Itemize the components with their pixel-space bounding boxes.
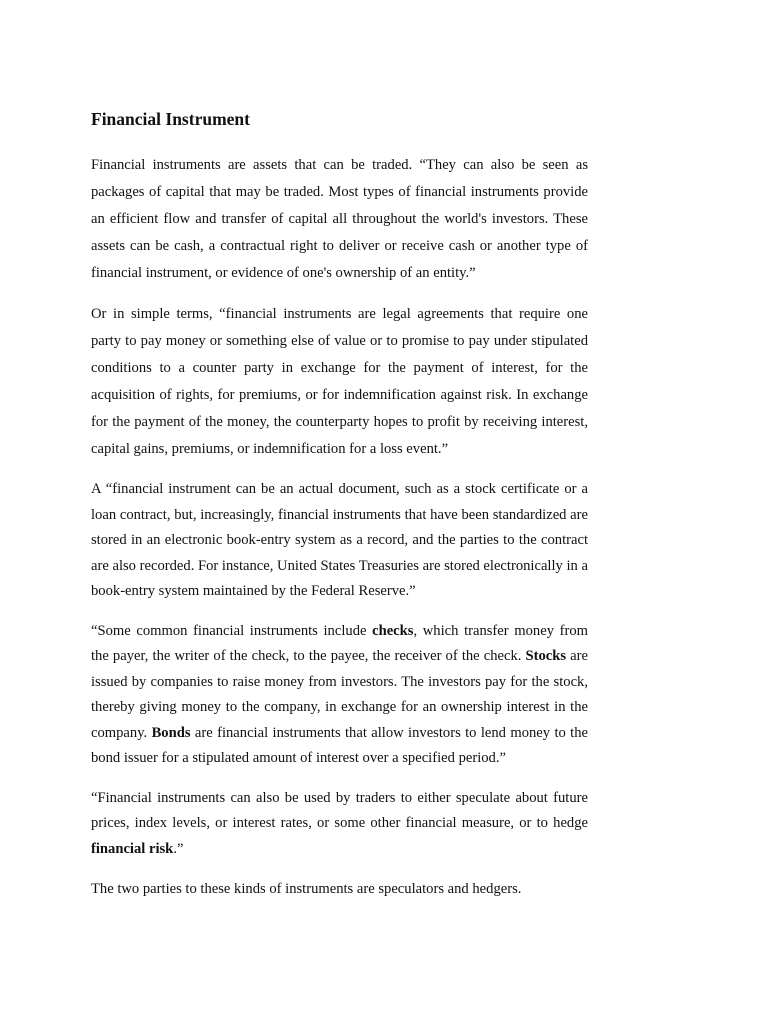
term-stocks: Stocks bbox=[525, 648, 567, 664]
term-bonds: Bonds bbox=[151, 724, 191, 741]
paragraph-parties: The two parties to these kinds of instruments are speculators and hedgers. bbox=[91, 881, 522, 897]
term-financial-risk: financial risk bbox=[91, 840, 174, 857]
text-run: , which transfer money from the payer, the writer of the check, to the payee, the receiver of the check. bbox=[91, 622, 589, 664]
paragraph-speculation bbox=[91, 786, 588, 863]
text-run: “Financial instruments can also be used by traders to either speculate about future prices, index levels, or interest rates, or some other financial measure, or to hedge bbox=[91, 789, 588, 831]
term-checks: checks bbox=[372, 622, 414, 639]
paragraph-actual-document: A “financial instrument can be an actual document, such as a stock certificate or a loan contract, but, increasingly, financial instruments that have been standardized are stored in an electronic book-entry system as a record, and the parties to the contract are also recorded. For instance, United States Treasuries are stored electronically in a book-entry system maintained by the Federal Reserve.” bbox=[91, 481, 588, 599]
paragraph-simple-terms: Or in simple terms, “financial instruments are legal agreements that require one party to pay money or something else of value or to promise to pay under stipulated conditions to a counter party in exchange for the payment of interest, for the acquisition of rights, for premiums, or for indemnification against risk. In exchange for the payment of the money, the counterparty hopes to profit by receiving interest, capital gains, premiums, or indemnification for a loss event.” bbox=[91, 306, 588, 457]
paragraph-definition: Financial instruments are assets that can be traded. “They can also be seen as packages of capital that may be traded. Most types of financial instruments provide an efficient flow and transfer of capital all throughout the world's investors. These assets can be cash, a contractual right to deliver or receive cash or another type of financial instrument, or evidence of one's ownership of an entity.” bbox=[91, 157, 588, 281]
text-run: are issued by companies to raise money from investors. The investors pay for the stock, thereby giving money to the company, in exchange for an ownership interest in the company. bbox=[91, 648, 588, 741]
text-run: “Some common financial instruments include bbox=[91, 622, 373, 639]
document-page bbox=[91, 108, 588, 903]
text-run: are financial instruments that allow investors to lend money to the bond issuer for a stipulated amount of interest over a specified period.” bbox=[91, 724, 589, 766]
document-title: Financial Instrument bbox=[91, 109, 250, 129]
text-run: .” bbox=[173, 840, 184, 857]
paragraph-common-instruments bbox=[91, 619, 588, 772]
